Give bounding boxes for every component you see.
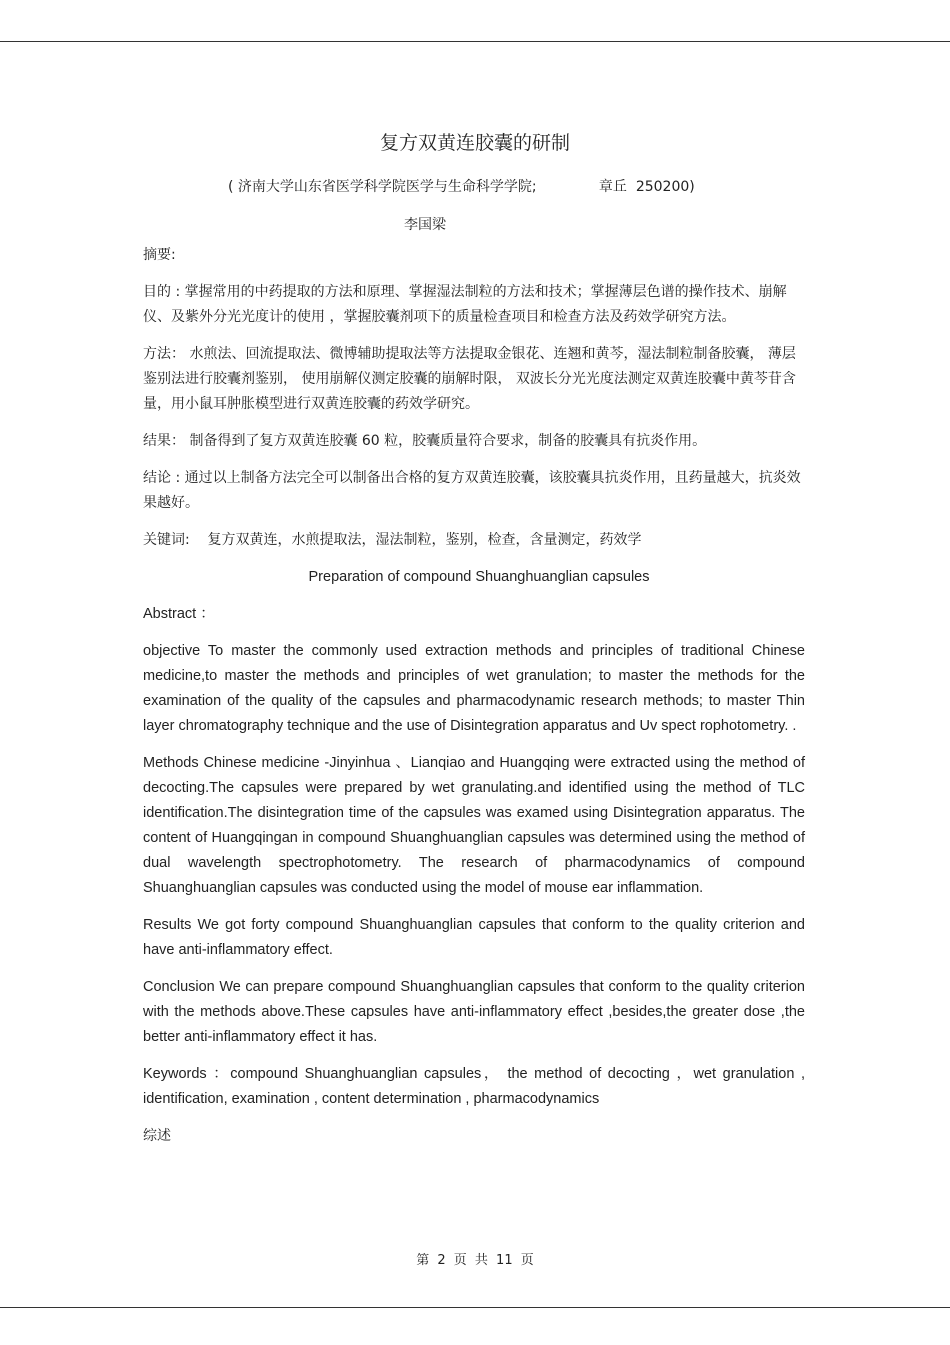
results-label: 结果： [143, 433, 190, 449]
top-rule [0, 41, 950, 42]
section-heading: 综述 [143, 1128, 171, 1144]
keywords-en: Keywords ：compound Shuanghuanglian capsules， the method of decocting ，wet granulation , identification, examination , content determination , pharmacodynamics [143, 1066, 805, 1107]
results-text: 制备得到了复方双黄连胶囊 60 粒，胶囊质量符合要求，制备的胶囊具有抗炎作用。 [189, 433, 707, 449]
abstract-conclusion-en: Conclusion We can prepare compound Shuanghuanglian capsules that conform to the quality criterion with the methods above.These capsules have anti-inflammatory effect ,besides,the greater dose ,the better anti-inflammatory effect it has. [143, 979, 805, 1045]
conclusion-label: 结论 : [143, 470, 185, 486]
objective-label: 目的 : [143, 284, 185, 300]
abstract-objective-en: objective To master the commonly used extraction methods and principles of traditional Chinese medicine,to master the methods and principles of wet granulation; to master the methods for the examination of the quality of the capsules and pharmacodynamic research methods; to master Thin layer chromatography technique and the use of Disintegration apparatus and Uv spect rophotometry. . [143, 643, 805, 734]
abstract-results-cn [143, 429, 805, 454]
abstract-conclusion-cn [143, 466, 805, 516]
methods-label: 方法： [143, 346, 190, 362]
abstract-objective-cn [143, 280, 805, 330]
affiliation: ( 济南大学山东省医学科学院医学与生命科学学院; 章丘 250200) [228, 179, 695, 195]
page-footer: 第 2 页 共 11 页 [416, 1253, 534, 1268]
paper-title: 复方双黄连胶囊的研制 [379, 132, 570, 154]
bottom-rule [0, 1307, 950, 1308]
keywords-label: 关键词: [143, 532, 208, 548]
abstract-methods-en: Methods Chinese medicine -Jinyinhua 、Lianqiao and Huangqing were extracted using the method of decocting.The capsules were prepared by wet granulating.and identified using the method of TLC identification.The disintegration time of the capsules was examed using Disintegration apparatus. The content of Huangqingan in compound Shuanghuanglian capsules was determined using the method of dual wavelength spectrophotometry. The research of pharmacodynamics of compound Shuanghuanglian capsules was conducted using the model of mouse ear inflammation. [143, 755, 805, 896]
abstract-heading-en: Abstract ： [143, 606, 215, 622]
keywords-text: 复方双黄连，水煎提取法，湿法制粒，鉴别，检查，含量测定，药效学 [207, 532, 642, 548]
conclusion-text: 通过以上制备方法完全可以制备出合格的复方双黄连胶囊，该胶囊具抗炎作用，且药量越大，抗炎效果越好。 [143, 470, 801, 511]
keywords-cn [143, 528, 805, 553]
abstract-methods-cn [143, 342, 805, 417]
abstract-results-en: Results We got forty compound Shuanghuanglian capsules that conform to the quality criterion and have anti-inflammatory effect. [143, 917, 805, 958]
english-title: Preparation of compound Shuanghuanglian capsules [308, 569, 650, 585]
abstract-heading-cn: 摘要: [143, 247, 176, 263]
methods-text: 水煎法、回流提取法、微博辅助提取法等方法提取金银花、连翘和黄芩，湿法制粒制备胶囊， 薄层鉴别法进行胶囊剂鉴别， 使用崩解仪测定胶囊的崩解时限， 双波长分光光度法测定双黄连胶囊中黄芩苷含量，用小鼠耳肿胀模型进行双黄连胶囊的药效学研究。 [143, 346, 796, 412]
paper-body [143, 243, 805, 1161]
author: 李国梁 [404, 217, 446, 233]
objective-text: 掌握常用的中药提取的方法和原理、掌握湿法制粒的方法和技术；掌握薄层色谱的操作技术、崩解仪、及紫外分光光度计的使用 ，掌握胶囊剂项下的质量检查项目和检查方法及药效学研究方法。 [143, 284, 787, 325]
